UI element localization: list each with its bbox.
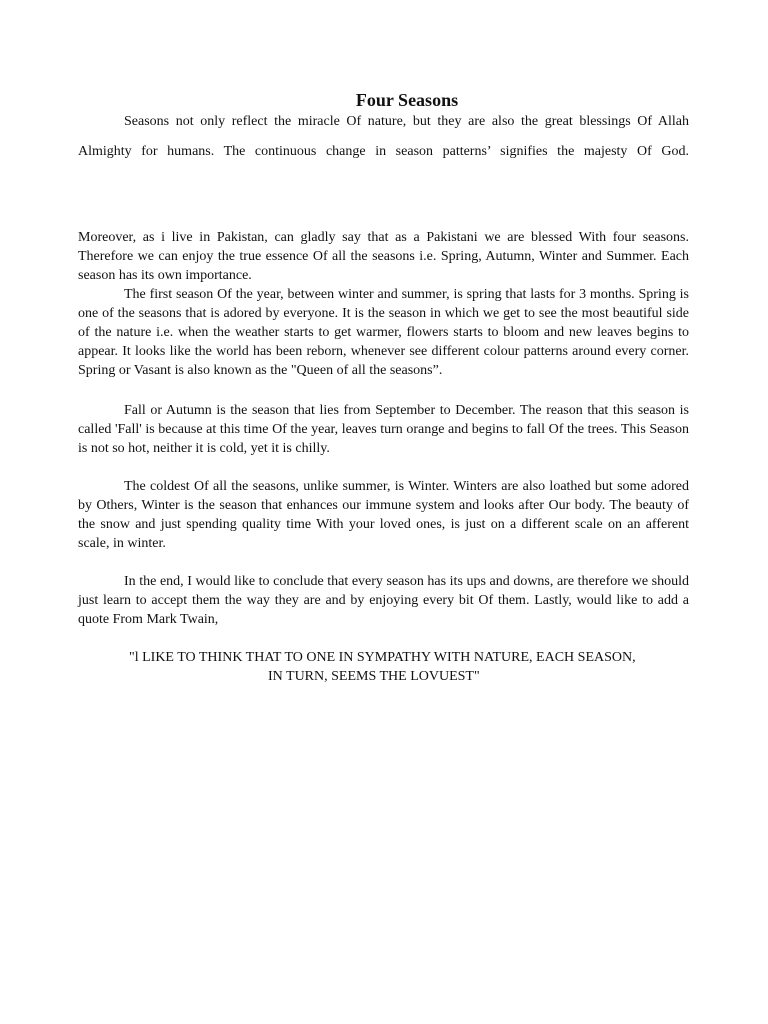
paragraph-intro-line-2: Almighty for humans. The continuous change in season patterns’ signifies the majesty Of God. (78, 144, 689, 159)
document-title: Four Seasons (355, 90, 459, 110)
paragraph-winter: The coldest Of all the seasons, unlike summer, is Winter. Winters are also loathed but some adored by Others, Winter is the season that enhances our immune system and looks after Our body. The beauty of the snow and just spending quality time With your loved ones, is just on a different scale on an afferent scale, in winter. (78, 479, 689, 551)
quote-line-2: IN TURN, SEEMS THE LOVUEST" (268, 669, 480, 684)
paragraph-pakistan: Moreover, as i live in Pakistan, can gladly say that as a Pakistani we are blessed With four seasons. Therefore we can enjoy the true essence Of all the seasons i.e. Spring, Autumn, Winter and Summer. Each season has its own importance. (78, 230, 689, 283)
mark-twain-quote (78, 648, 689, 686)
paragraph-intro-line-1: Seasons not only reflect the miracle Of nature, but they are also the great blessings Of Allah (124, 114, 689, 129)
paragraph-intro (78, 112, 689, 161)
paragraph-autumn: Fall or Autumn is the season that lies from September to December. The reason that this season is called 'Fall' is because at this time Of the year, leaves turn orange and begins to fall Of the trees. This Season is not so hot, neither it is cold, yet it is chilly. (78, 403, 689, 456)
paragraph-conclusion: In the end, I would like to conclude that every season has its ups and downs, are therefore we should just learn to accept them the way they are and by enjoying every bit Of them. Lastly, would like to add a quote From Mark Twain, (78, 574, 689, 627)
quote-line-1: "l LIKE TO THINK THAT TO ONE IN SYMPATHY WITH NATURE, EACH SEASON, (129, 650, 636, 665)
paragraph-spring: The first season Of the year, between winter and summer, is spring that lasts for 3 months. Spring is one of the seasons that is adored by everyone. It is the season in which we get to see the most beautiful side of the nature i.e. when the weather starts to get warmer, flowers starts to bloom and new leaves begins to appear. It looks like the world has been reborn, whenever see different colour patterns around every corner. Spring or Vasant is also known as the "Queen of all the seasons”. (78, 287, 689, 378)
